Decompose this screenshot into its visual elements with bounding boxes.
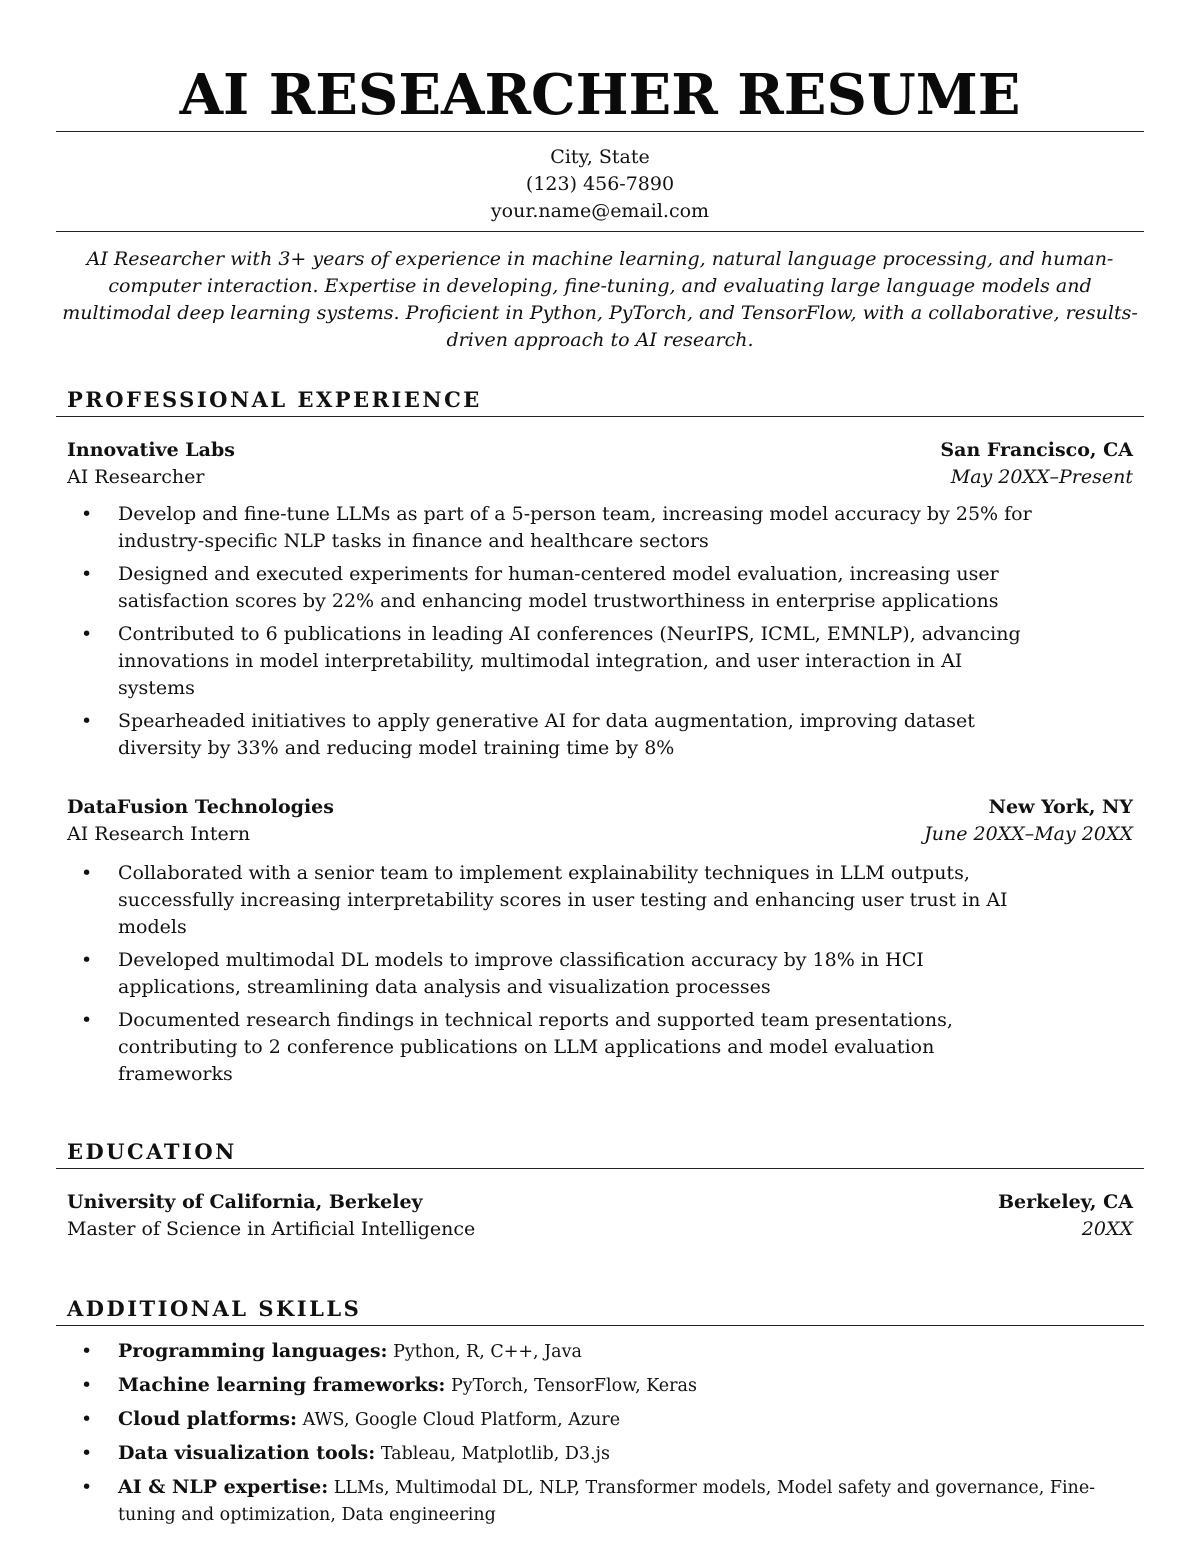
skill-value: PyTorch, TensorFlow, Keras	[445, 1376, 697, 1396]
job-role-row	[67, 821, 1133, 848]
skills-list	[56, 1338, 1144, 1529]
job-entry	[56, 437, 1144, 762]
job-bullet: • Documented research findings in technical reports and supported team presentations, contributing to 2 conference publications on LLM applications and model evaluation frameworks	[118, 1007, 1133, 1088]
experience-heading: PROFESSIONAL EXPERIENCE	[67, 387, 482, 412]
job-dates: June 20XX–May 20XX	[924, 823, 1133, 845]
skill-value: AWS, Google Cloud Platform, Azure	[297, 1410, 621, 1430]
skill-label: Programming languages:	[118, 1340, 388, 1362]
job-bullet: • Designed and executed experiments for human-centered model evaluation, increasing user satisfaction scores by 22% and enhancing model trustworthiness in enterprise applications	[118, 561, 1133, 615]
education-degree-row	[67, 1216, 1133, 1243]
job-bullets	[56, 501, 1133, 762]
job-role: AI Research Intern	[67, 823, 251, 845]
job-bullet: • Collaborated with a senior team to implement explainability techniques in LLM outputs, successfully increasing interpretability scores in user testing and enhancing user trust in AI models	[118, 860, 1133, 941]
skill-item	[118, 1440, 1144, 1468]
job-role-row	[67, 464, 1133, 491]
job-header-row	[67, 794, 1133, 821]
job-bullets	[56, 860, 1133, 1088]
job-bullet: • Spearheaded initiatives to apply generative AI for data augmentation, improving dataset diversity by 33% and reducing model training time by 8%	[118, 708, 1133, 762]
contact-block	[56, 132, 1144, 231]
education-entry	[56, 1189, 1144, 1243]
job-company: DataFusion Technologies	[67, 796, 334, 818]
skills-heading: ADDITIONAL SKILLS	[67, 1296, 362, 1321]
experience-divider	[56, 416, 1144, 417]
resume-title: AI RESEARCHER RESUME	[179, 62, 1021, 128]
skill-item	[118, 1338, 1144, 1366]
experience-section	[56, 386, 1144, 1088]
job-bullet: • Develop and fine-tune LLMs as part of a 5-person team, increasing model accuracy by 25% for industry-specific NLP tasks in finance and healthcare sectors	[118, 501, 1133, 555]
job-header-row	[67, 437, 1133, 464]
job-location: New York, NY	[988, 796, 1133, 818]
job-dates: May 20XX–Present	[950, 466, 1133, 488]
skill-item	[118, 1372, 1144, 1400]
skill-value: LLMs, Multimodal DL, NLP, Transformer models, Model safety and governance, Fine-tuning and optimization, Data engineering	[118, 1478, 1096, 1525]
education-year: 20XX	[1081, 1218, 1133, 1240]
education-divider	[56, 1168, 1144, 1169]
professional-summary: AI Researcher with 3+ years of experience in machine learning, natural language processing, and human-computer interaction. Expertise in developing, fine-tuning, and evaluating large language models and multimodal deep learning systems. Proficient in Python, PyTorch, and TensorFlow, with a collaborative, results-driven approach to AI research.	[62, 248, 1138, 351]
education-school: University of California, Berkeley	[67, 1191, 423, 1213]
job-bullet: • Developed multimodal DL models to improve classification accuracy by 18% in HCI applications, streamlining data analysis and visualization processes	[118, 947, 1133, 1001]
skill-label: Cloud platforms:	[118, 1408, 297, 1430]
skill-value: Tableau, Matplotlib, D3.js	[375, 1444, 610, 1464]
skills-divider	[56, 1325, 1144, 1326]
contact-email: your.name@email.com	[490, 200, 710, 222]
contact-phone: (123) 456-7890	[525, 173, 675, 195]
job-company: Innovative Labs	[67, 439, 235, 461]
job-location: San Francisco, CA	[940, 439, 1133, 461]
job-role: AI Researcher	[67, 466, 205, 488]
skill-label: AI & NLP expertise:	[118, 1476, 329, 1498]
education-location: Berkeley, CA	[997, 1191, 1133, 1213]
education-degree: Master of Science in Artificial Intelligence	[67, 1218, 476, 1240]
skill-item	[118, 1406, 1144, 1434]
job-bullet: • Contributed to 6 publications in leading AI conferences (NeurIPS, ICML, EMNLP), advancing innovations in model interpretability, multimodal integration, and user interaction in AI systems	[118, 621, 1133, 702]
contact-location: City, State	[550, 146, 650, 168]
skill-item	[118, 1474, 1144, 1529]
skill-value: Python, R, C++, Java	[387, 1342, 582, 1362]
education-section	[56, 1138, 1144, 1243]
skill-label: Machine learning frameworks:	[118, 1374, 446, 1396]
skill-label: Data visualization tools:	[118, 1442, 376, 1464]
job-entry	[56, 794, 1144, 1088]
skills-section	[56, 1295, 1144, 1529]
education-header-row	[67, 1189, 1133, 1216]
education-heading: EDUCATION	[67, 1139, 237, 1164]
